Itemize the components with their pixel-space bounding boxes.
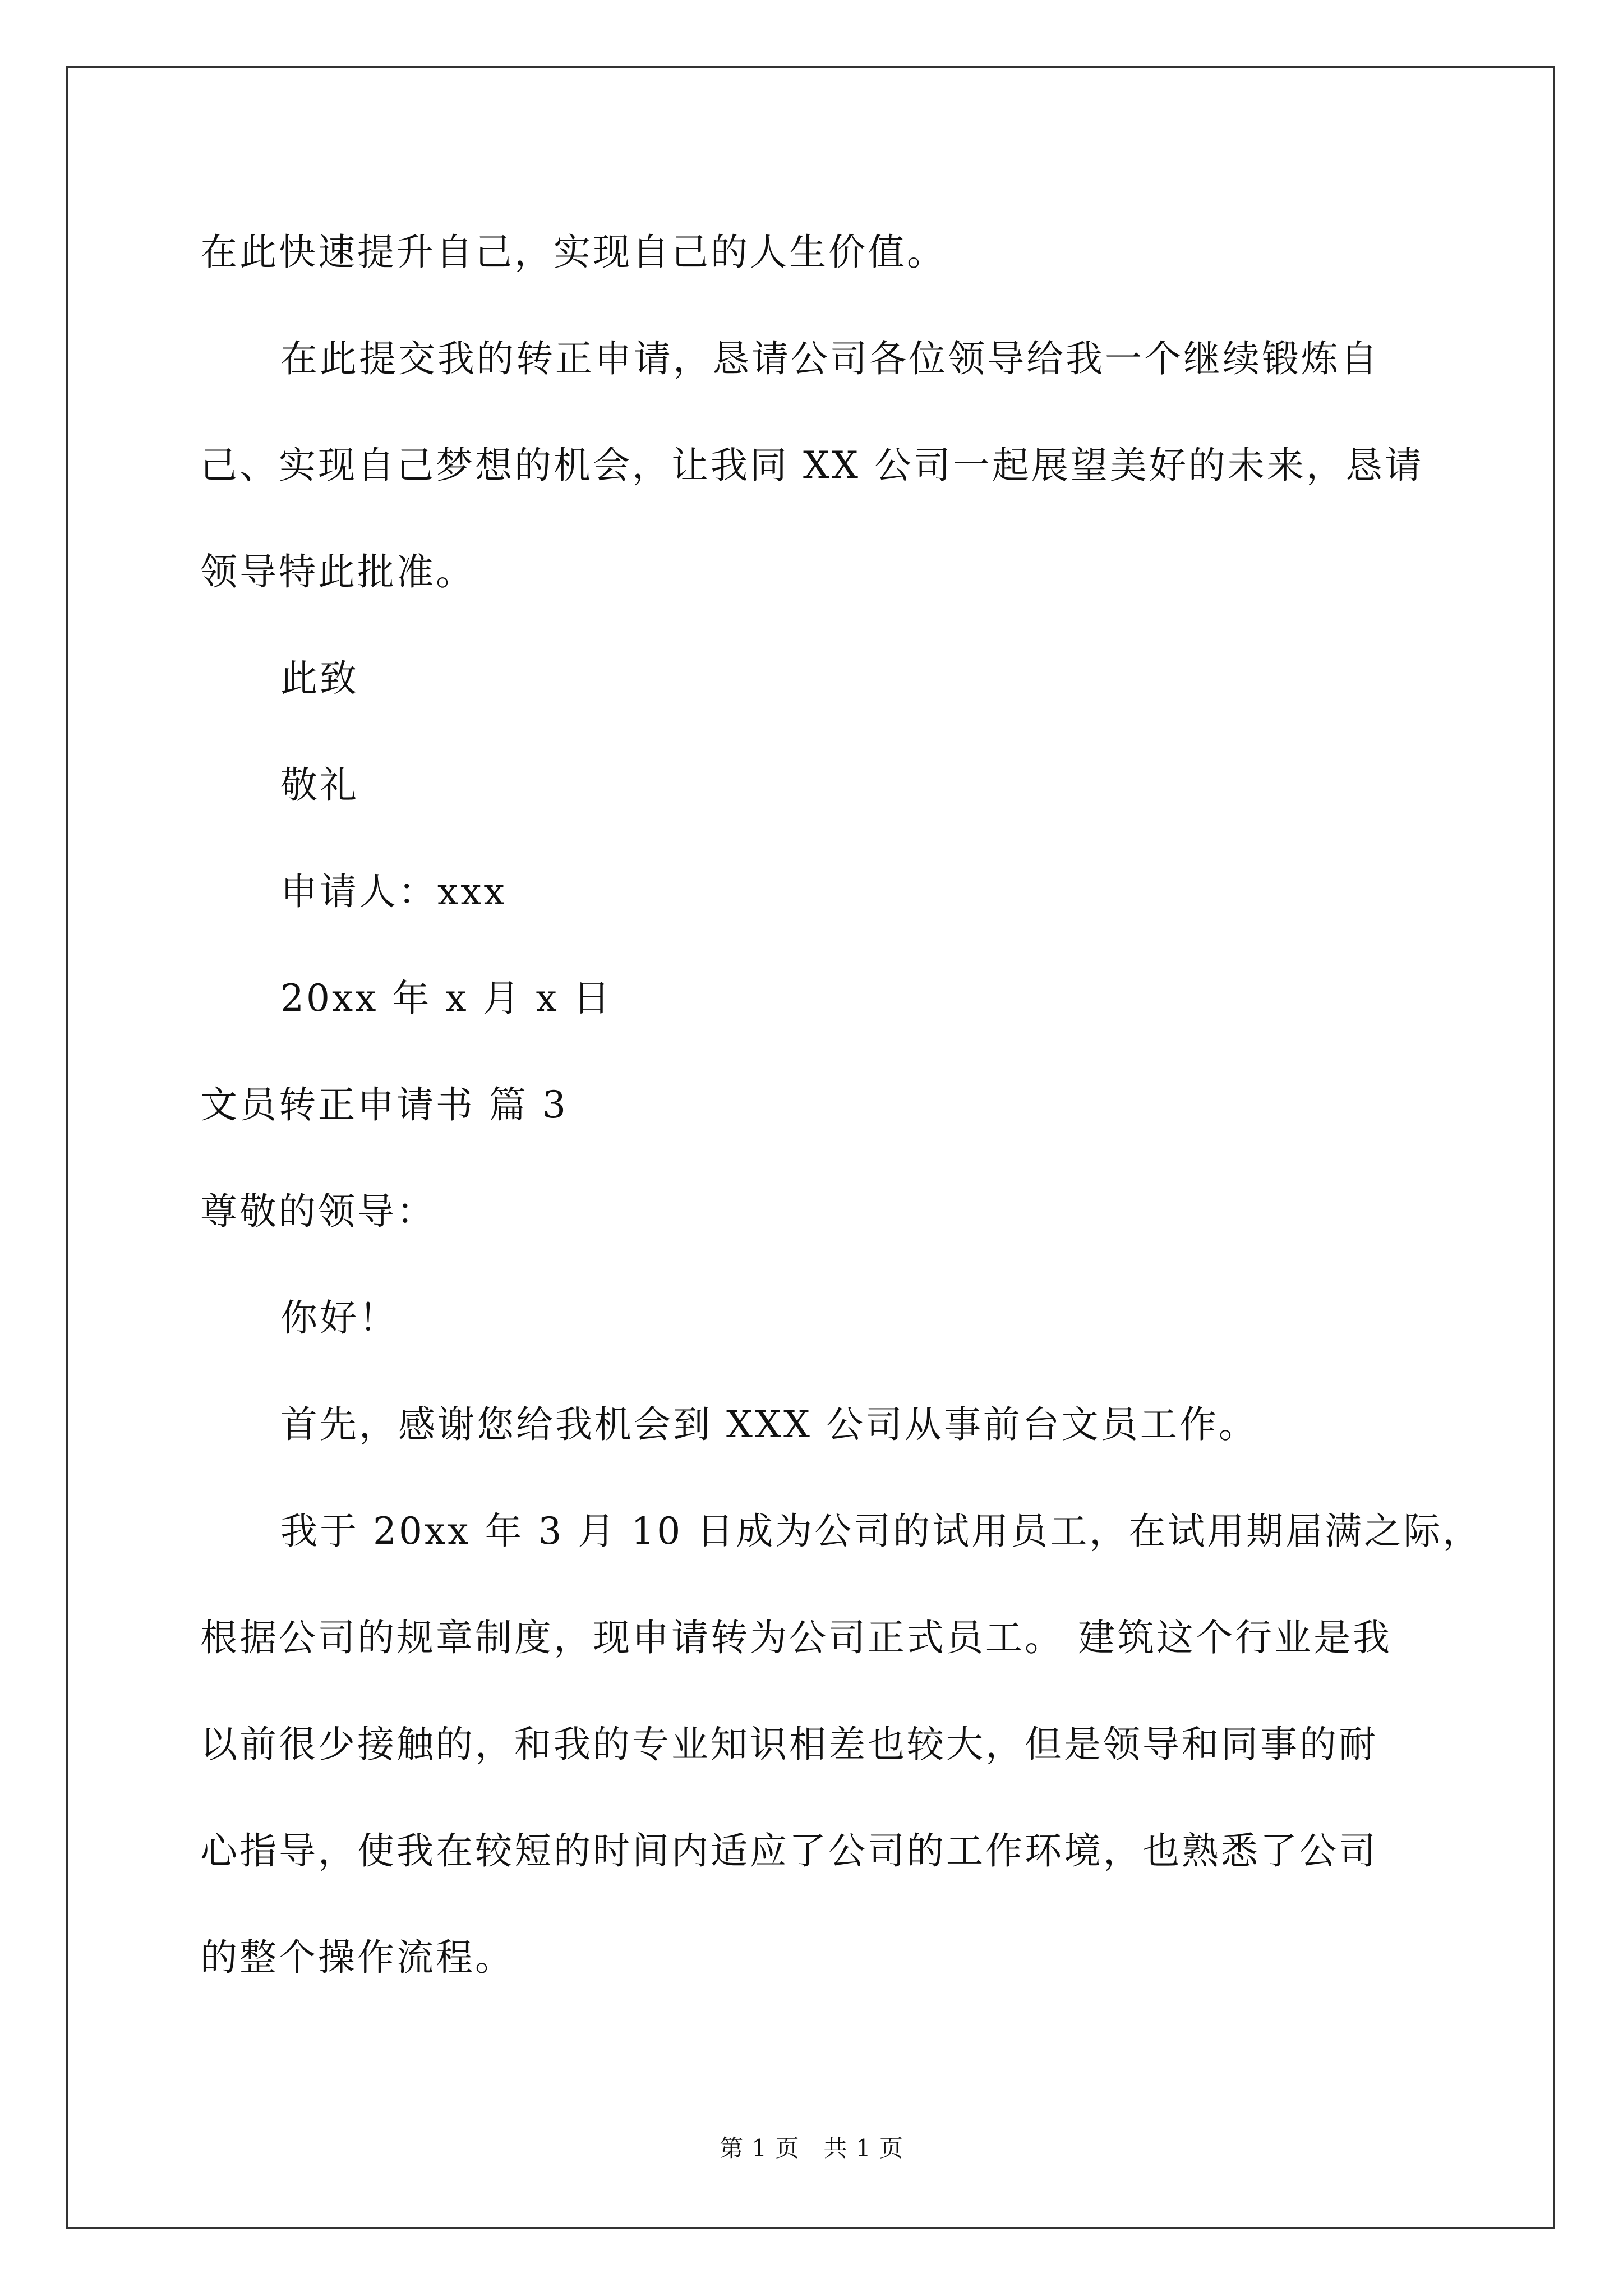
paragraph-line: 心指导，使我在较短的时间内适应了公司的工作环境，也熟悉了公司 bbox=[200, 1829, 1378, 1872]
page-number-footer: 第 1 页 共 1 页 bbox=[720, 2134, 903, 2162]
closing-regards: 敬礼 bbox=[280, 763, 359, 807]
paragraph-line: 己、实现自己梦想的机会，让我同 XX 公司一起展望美好的未来，恳请 bbox=[200, 444, 1424, 487]
greeting: 尊敬的领导： bbox=[200, 1190, 436, 1233]
paragraph-line: 根据公司的规章制度，现申请转为公司正式员工。 建筑这个行业是我 bbox=[200, 1616, 1392, 1659]
paragraph-line: 的整个操作流程。 bbox=[200, 1936, 514, 1979]
paragraph-line: 首先，感谢您给我机会到 XXX 公司从事前台文员工作。 bbox=[280, 1403, 1258, 1446]
paragraph-line: 在此提交我的转正申请，恳请公司各位领导给我一个继续锻炼自 bbox=[280, 337, 1380, 380]
greeting-hello: 你好！ bbox=[280, 1296, 398, 1340]
closing-salutation: 此致 bbox=[280, 657, 359, 700]
paragraph-line: 我于 20xx 年 3 月 10 日成为公司的试用员工，在试用期届满之际， bbox=[280, 1510, 1482, 1553]
paragraph-line: 在此快速提升自己，实现自己的人生价值。 bbox=[200, 231, 946, 274]
page-border bbox=[66, 66, 1555, 2229]
paragraph-line: 以前很少接触的，和我的专业知识相差也较大，但是领导和同事的耐 bbox=[200, 1723, 1378, 1766]
applicant-signature: 申请人：xxx bbox=[280, 870, 507, 913]
paragraph-line: 领导特此批准。 bbox=[200, 550, 475, 593]
section-heading: 文员转正申请书 篇 3 bbox=[200, 1083, 568, 1126]
date-line: 20xx 年 x 月 x 日 bbox=[280, 977, 612, 1020]
